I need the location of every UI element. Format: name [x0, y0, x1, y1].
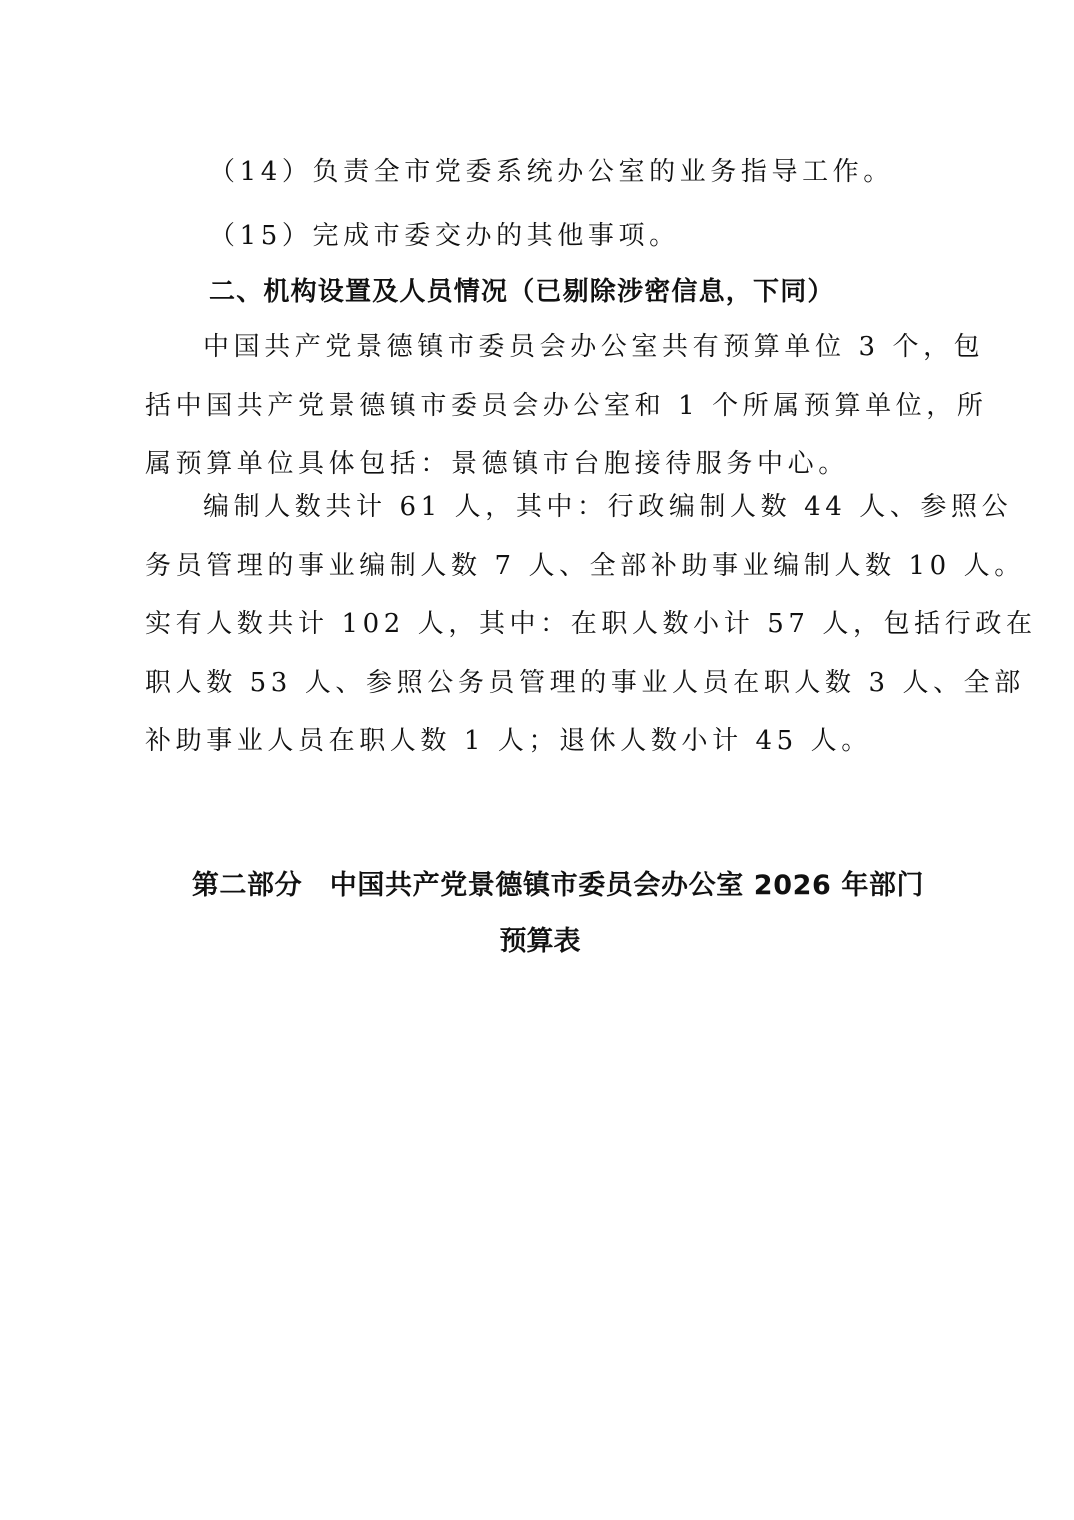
paragraph-line: 属预算单位具体包括：景德镇市台胞接待服务中心。 — [145, 449, 849, 479]
paragraph-line: 编制人数共计 61 人，其中：行政编制人数 44 人、参照公 — [203, 492, 1013, 522]
paragraph-line: 括中国共产党景德镇市委员会办公室和 1 个所属预算单位，所 — [145, 390, 988, 421]
paragraph-line: 补助事业人员在职人数 1 人；退休人数小计 45 人。 — [145, 726, 872, 756]
paragraph-line: 职人数 53 人、参照公务员管理的事业人员在职人数 3 人、全部 — [145, 667, 1025, 698]
staffing-paragraph — [145, 478, 1037, 771]
part-title-line: 预算表 — [499, 926, 581, 957]
paragraph-line: 务员管理的事业编制人数 7 人、全部补助事业编制人数 10 人。 — [145, 550, 1025, 581]
list-item: （14）负责全市党委系统办公室的业务指导工作。 — [209, 157, 894, 187]
paragraph-line: 实有人数共计 102 人，其中：在职人数小计 57 人，包括行政在 — [145, 609, 1037, 639]
part-2-title — [145, 858, 935, 970]
section-2 — [145, 260, 935, 324]
part-title-line: 第二部分 中国共产党景德镇市委员会办公室 2026 年部门 — [191, 870, 925, 901]
budget-units-paragraph — [145, 318, 988, 494]
list-item: （15）完成市委交办的其他事项。 — [209, 221, 680, 251]
duties-list — [145, 140, 935, 268]
paragraph-line: 中国共产党景德镇市委员会办公室共有预算单位 3 个，包 — [203, 332, 985, 362]
section-heading: 二、机构设置及人员情况（已剔除涉密信息，下同） — [209, 277, 835, 307]
